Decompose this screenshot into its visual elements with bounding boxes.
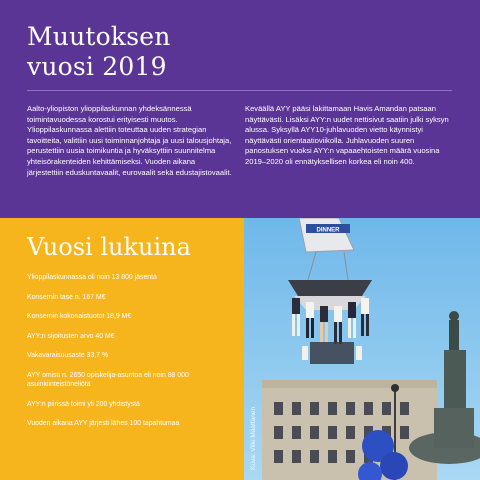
- title-line-1: Muutoksen: [27, 22, 171, 51]
- dinner-platform: [288, 280, 372, 296]
- stat-apartments: AYY omisti n. 2650 opiskelija-asuntoa eli noin 88 000 asuinkiinteistöneliötä: [27, 371, 189, 388]
- stat-investments: AYY:n sijoitusten arvo 40 M€: [27, 332, 115, 340]
- crane-banner: DINNER: [316, 227, 340, 234]
- building: [262, 380, 437, 480]
- event-photo-illustration: [244, 218, 480, 480]
- intro-paragraph-right: Keväällä AYY pääsi lakittamaan Havis Amandan patsaan näyttävästi. Lisäksi AYY:n uudet nettisivut saatiin julki syksyn alussa. Syksyllä AYY10-juhlavuoden vietto käynnistyi näyttävästi orientaatioviikolla. Juhlavuoden suuren panostuksen vuoksi AYY:n vapaaehtoisten määrä vuosina 2019–2020 oli ennätyksellisen korkea eli noin 400.: [245, 104, 449, 166]
- stats-section: [0, 218, 244, 480]
- page-title: [27, 22, 171, 82]
- title-line-2: vuosi 2019: [27, 52, 167, 81]
- stat-balance-sheet: Konsernin tase n. 167 M€: [27, 293, 106, 301]
- title-divider: [27, 90, 452, 91]
- photo-credit: Kuva: Ville Määttänen: [250, 406, 257, 470]
- stat-total-income: Konsernin kokonaistuotot 18,9 M€: [27, 313, 132, 321]
- stats-heading: Vuosi lukuina: [27, 233, 191, 261]
- stat-events: Vuoden aikana AYY järjesti lähes 100 tapahtumaa: [27, 420, 180, 428]
- stat-members: Ylioppilaskunnassa oli noin 13 800 jäsentä: [27, 274, 157, 281]
- stat-solvency: Vakavaraisuusaste 33,7 %: [27, 352, 109, 360]
- intro-section: [0, 0, 480, 218]
- stats-list: [27, 273, 237, 439]
- stat-associations: AYY:n piirissä toimi yli 200 yhdistystä: [27, 400, 140, 408]
- intro-paragraph-left: Aalto-yliopiston ylioppilaskunnan yhdeksännessä toimintavuodessa korostui erityisesti muutos. Ylioppilaskunnassa alettiin toteuttaa uuden strategian tavoitteita, valittiin uusi toiminnanjohtaja ja uusi talousjohtaja, perustettiin uusia toimikuntia ja hyväksyttiin suunnitelma yhteisörakenteiden kehittämiseksi. Vuoden aikana järjestettiin eduskuntavaalit, eurovaalit sekä edustajistovaalit.: [27, 104, 232, 177]
- event-photo: [244, 218, 480, 480]
